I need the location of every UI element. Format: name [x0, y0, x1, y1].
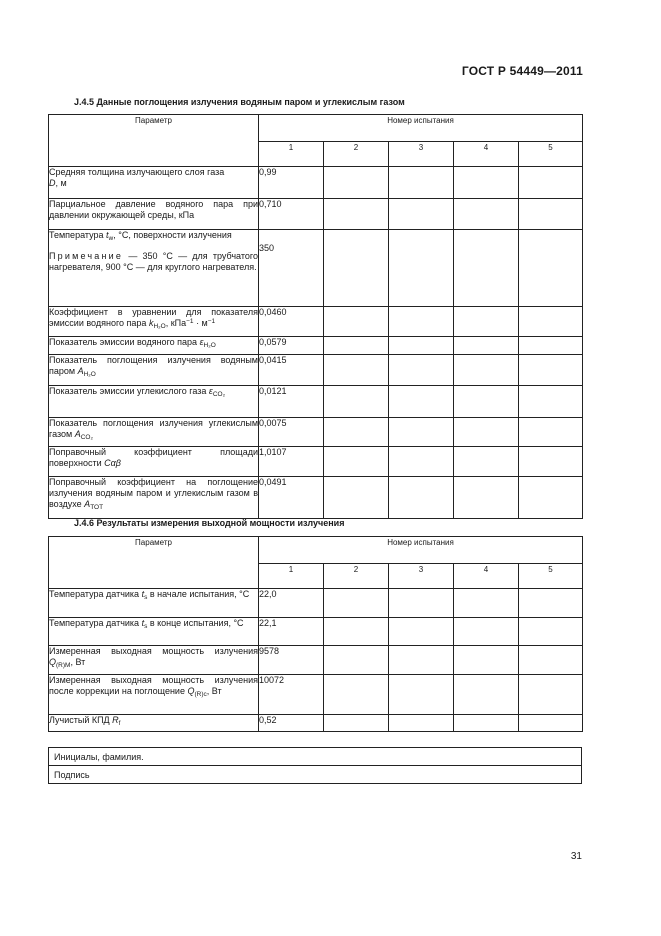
table-row [49, 167, 583, 199]
empty-cell [519, 418, 583, 447]
empty-cell [519, 167, 583, 199]
param-water-vapor-absorption: Показатель поглощения излучения водяным паром $A_{H_2O}$ [49, 355, 259, 386]
table-row [49, 199, 583, 230]
empty-cell [454, 307, 519, 337]
value-cell: 0,52 [259, 715, 324, 732]
empty-cell [324, 418, 389, 447]
empty-cell [389, 418, 454, 447]
table-row [49, 355, 583, 386]
empty-cell [519, 646, 583, 675]
output-power-table [48, 536, 583, 732]
signature-label: Подпись [49, 766, 582, 784]
empty-cell [519, 355, 583, 386]
empty-cell [519, 477, 583, 519]
empty-cell [454, 646, 519, 675]
value-cell: 0,0460 [259, 307, 324, 337]
empty-cell [519, 386, 583, 418]
empty-cell [454, 477, 519, 519]
empty-cell [389, 355, 454, 386]
table1-title: J.4.5 Данные поглощения излучения водяным паром и углекислым газом [74, 97, 405, 107]
param-co2-emission: Показатель эмиссии углекислого газа $\varepsilon_{CO_2}$ [49, 386, 259, 418]
standard-number: ГОСТ Р 54449—2011 [461, 64, 583, 78]
value-cell: 0,0579 [259, 337, 324, 355]
test-number-header: Номер испытания [259, 115, 583, 142]
value-cell: 1,0107 [259, 447, 324, 477]
empty-cell [324, 199, 389, 230]
empty-cell [324, 589, 389, 618]
param-measured-power: Измеренная выходная мощность излучения $Q_{(R)M}$, Вт [49, 646, 259, 675]
empty-cell [324, 167, 389, 199]
empty-cell [389, 307, 454, 337]
table-row [49, 589, 583, 618]
empty-cell [389, 675, 454, 715]
empty-cell [519, 447, 583, 477]
table-row [49, 418, 583, 447]
table2-title: J.4.6 Результаты измерения выходной мощности излучения [74, 518, 345, 528]
table-row [49, 646, 583, 675]
empty-cell [389, 715, 454, 732]
param-corrected-power: Измеренная выходная мощность излучения после коррекции на поглощение $Q_{(R)c}$, Вт [49, 675, 259, 715]
empty-cell [324, 477, 389, 519]
empty-cell [519, 589, 583, 618]
table-row [49, 337, 583, 355]
empty-cell [324, 230, 389, 307]
test-column-1: 1 [259, 142, 324, 167]
value-cell: 0,710 [259, 199, 324, 230]
empty-cell [324, 307, 389, 337]
empty-cell [454, 675, 519, 715]
param-layer-thickness: Средняя толщина излучающего слоя газа D, м [49, 167, 259, 199]
empty-cell [324, 646, 389, 675]
param-absorption-correction: Поправочный коэффициент на поглощение излучения водяным паром и углекислым газом в воздухе $A_{TOT}$ [49, 477, 259, 519]
empty-cell [324, 337, 389, 355]
empty-cell [519, 337, 583, 355]
empty-cell [454, 355, 519, 386]
table-row [49, 230, 583, 307]
empty-cell [519, 675, 583, 715]
empty-cell [519, 230, 583, 307]
page-number: 31 [570, 851, 582, 862]
value-cell: 0,0121 [259, 386, 324, 418]
empty-cell [324, 675, 389, 715]
absorption-data-table [48, 114, 583, 519]
value-cell: 0,0075 [259, 418, 324, 447]
param-header: Параметр [49, 537, 259, 589]
value-cell: 0,0491 [259, 477, 324, 519]
test-column-4: 4 [454, 564, 519, 589]
empty-cell [389, 447, 454, 477]
table-row [49, 447, 583, 477]
param-emission-coefficient: Коэффициент в уравнении для показателя эмиссии водяного пара $k_{H_2O}$, $кПа^{-1} \cdot м^{-1}$ [49, 307, 259, 337]
empty-cell [454, 618, 519, 646]
empty-cell [324, 386, 389, 418]
test-column-1: 1 [259, 564, 324, 589]
test-number-header: Номер испытания [259, 537, 583, 564]
param-surface-temperature: Температура $t_w$, °С, поверхности излучения Примечание — 350 °С — для трубчатого нагревателя, 900 °С — для круглого нагревателя. [49, 230, 259, 307]
empty-cell [454, 589, 519, 618]
value-cell: 10072 [259, 675, 324, 715]
temperature-note: Примечание — 350 °С — для трубчатого нагревателя, 900 °С — для круглого нагревателя. [49, 251, 258, 272]
empty-cell [324, 355, 389, 386]
signature-block [48, 747, 582, 784]
value-cell: 0,99 [259, 167, 324, 199]
test-column-2: 2 [324, 564, 389, 589]
test-column-4: 4 [454, 142, 519, 167]
table-row [49, 386, 583, 418]
param-area-correction: Поправочный коэффициент площади поверхности Cαβ [49, 447, 259, 477]
empty-cell [519, 199, 583, 230]
empty-cell [324, 715, 389, 732]
table-row [49, 307, 583, 337]
value-cell: 0,0415 [259, 355, 324, 386]
empty-cell [389, 337, 454, 355]
empty-cell [324, 618, 389, 646]
empty-cell [454, 337, 519, 355]
empty-cell [389, 589, 454, 618]
empty-cell [454, 715, 519, 732]
empty-cell [454, 199, 519, 230]
empty-cell [389, 386, 454, 418]
value-cell: 22,1 [259, 618, 324, 646]
empty-cell [519, 715, 583, 732]
param-co2-absorption: Показатель поглощения излучения углекислым газом $A_{CO_2}$ [49, 418, 259, 447]
param-header: Параметр [49, 115, 259, 167]
empty-cell [454, 447, 519, 477]
param-sensor-temp-end: Температура датчика $t_s$ в конце испытания, °С [49, 618, 259, 646]
test-column-3: 3 [389, 564, 454, 589]
param-sensor-temp-start: Температура датчика $t_s$ в начале испытания, °С [49, 589, 259, 618]
empty-cell [324, 447, 389, 477]
empty-cell [454, 386, 519, 418]
empty-cell [454, 418, 519, 447]
test-column-2: 2 [324, 142, 389, 167]
table-row [49, 675, 583, 715]
test-column-3: 3 [389, 142, 454, 167]
initials-label: Инициалы, фамилия. [49, 748, 582, 766]
empty-cell [389, 618, 454, 646]
table-row [49, 715, 583, 732]
empty-cell [454, 230, 519, 307]
test-column-5: 5 [519, 142, 583, 167]
value-cell: 350 [259, 230, 324, 307]
empty-cell [454, 167, 519, 199]
empty-cell [519, 618, 583, 646]
empty-cell [519, 307, 583, 337]
value-cell: 22,0 [259, 589, 324, 618]
param-water-vapor-emission: Показатель эмиссии водяного пара $\varepsilon_{H_2O}$ [49, 337, 259, 355]
empty-cell [389, 646, 454, 675]
param-partial-pressure: Парциальное давление водяного пара при давлении окружающей среды, кПа [49, 199, 259, 230]
table-row [49, 618, 583, 646]
empty-cell [389, 477, 454, 519]
empty-cell [389, 199, 454, 230]
test-column-5: 5 [519, 564, 583, 589]
value-cell: 9578 [259, 646, 324, 675]
empty-cell [389, 230, 454, 307]
param-radiant-efficiency: Лучистый КПД $R_f$ [49, 715, 259, 732]
empty-cell [389, 167, 454, 199]
table-row [49, 477, 583, 519]
